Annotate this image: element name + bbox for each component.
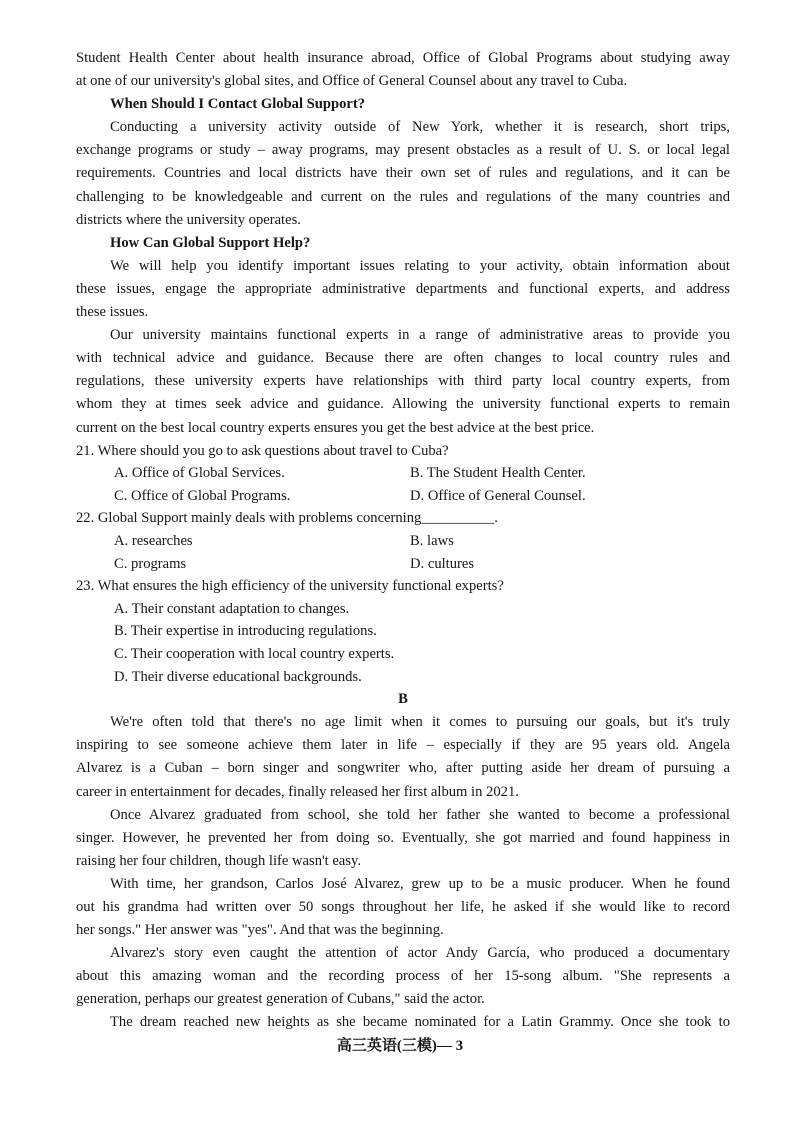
paragraph-line: Once Alvarez graduated from school, she told her father she wanted to become a professional: [110, 806, 730, 823]
section-label: B: [398, 691, 408, 708]
option-row: [76, 485, 730, 508]
answer-option: A. Office of Global Services.: [114, 465, 285, 482]
answer-option: D. cultures: [410, 555, 475, 572]
option-row: [76, 462, 730, 485]
paragraph-line: current on the best local country experts ensures you get the best advice at the best price.: [76, 419, 595, 436]
paragraph-line: generation, perhaps our greatest generation of Cubans," said the actor.: [76, 991, 485, 1008]
answer-option: A. Their constant adaptation to changes.: [114, 600, 350, 617]
paragraph-line: raising her four children, though life wasn't easy.: [76, 852, 361, 869]
paragraph-line: her songs." Her answer was "yes". And that was the beginning.: [76, 922, 444, 939]
option-row: [76, 553, 730, 576]
exam-page: [76, 47, 730, 1035]
option-row: [76, 530, 730, 553]
paragraph-line: challenging to be knowledgeable and current on the rules and regulations of the many countries and: [76, 188, 730, 205]
paragraph-line: Our university maintains functional experts in a range of administrative areas to provide you: [110, 327, 730, 344]
answer-option: D. Their diverse educational backgrounds.: [114, 668, 362, 685]
paragraph-line: Student Health Center about health insurance abroad, Office of Global Programs about studying away: [76, 50, 730, 66]
question-stem: 23. What ensures the high efficiency of the university functional experts?: [76, 578, 504, 595]
paragraph-line: requirements. Countries and local districts have their own set of rules and regulations, and it can be: [76, 165, 730, 182]
answer-option: B. Their expertise in introducing regulations.: [114, 623, 377, 640]
paragraph-line: these issues, engage the appropriate administrative departments and functional experts, and address: [76, 280, 730, 297]
paragraph-line: inspiring to see someone achieve them later in life – especially if they are 95 years old. Angela: [76, 737, 730, 754]
paragraph-line: about this amazing woman and the recording process of her 15-song album. "She represents a: [76, 968, 730, 985]
paragraph-line: singer. However, he prevented her from doing so. Eventually, she got married and found happiness in: [76, 829, 730, 846]
paragraph-line: Conducting a university activity outside of New York, whether it is research, short trips,: [110, 119, 730, 136]
section-heading: When Should I Contact Global Support?: [110, 96, 366, 113]
paragraph-line: districts where the university operates.: [76, 211, 301, 228]
paragraph-line: Alvarez is a Cuban – born singer and songwriter who, after putting aside her dream of pursuing a: [76, 760, 730, 777]
paragraph-line: Alvarez's story even caught the attention of actor Andy García, who produced a documentary: [110, 945, 730, 962]
answer-option: C. Office of Global Programs.: [114, 487, 291, 504]
paragraph-line: at one of our university's global sites, and Office of General Counsel about any travel to Cuba.: [76, 73, 628, 90]
answer-option: C. Their cooperation with local country experts.: [114, 645, 395, 662]
paragraph-line: these issues.: [76, 304, 149, 321]
paragraph-line: regulations, these university experts have relationships with third party local country experts, from: [76, 373, 730, 390]
answer-option: D. Office of General Counsel.: [410, 487, 586, 504]
section-heading: How Can Global Support Help?: [110, 234, 311, 251]
paragraph-line: out his grandma had written over 50 songs throughout her life, he asked if she would like to record: [76, 898, 730, 915]
question-stem: 21. Where should you go to ask questions about travel to Cuba?: [76, 442, 449, 459]
answer-option: A. researches: [114, 532, 193, 549]
answer-option: C. programs: [114, 555, 187, 572]
page-footer: 高三英语(三模)— 3: [336, 1038, 464, 1054]
paragraph-line: whom they at times seek advice and guidance. Allowing the university functional experts to remain: [76, 396, 730, 413]
paragraph-line: We will help you identify important issues relating to your activity, obtain information about: [110, 257, 730, 274]
paragraph-line: We're often told that there's no age limit when it comes to pursuing our goals, but it's truly: [110, 714, 730, 731]
question-stem: 22. Global Support mainly deals with problems concerning__________.: [76, 510, 498, 527]
paragraph-line: The dream reached new heights as she became nominated for a Latin Grammy. Once she took to: [110, 1014, 730, 1031]
answer-option: B. laws: [410, 532, 454, 549]
paragraph-line: career in entertainment for decades, finally released her first album in 2021.: [76, 783, 519, 800]
paragraph-line: with technical advice and guidance. Because there are often changes to local country rules and: [76, 350, 730, 367]
paragraph-line: exchange programs or study – away programs, may present obstacles as a result of U. S. or local legal: [76, 142, 730, 159]
answer-option: B. The Student Health Center.: [410, 465, 586, 482]
paragraph-line: With time, her grandson, Carlos José Alvarez, grew up to be a music producer. When he found: [110, 875, 730, 892]
